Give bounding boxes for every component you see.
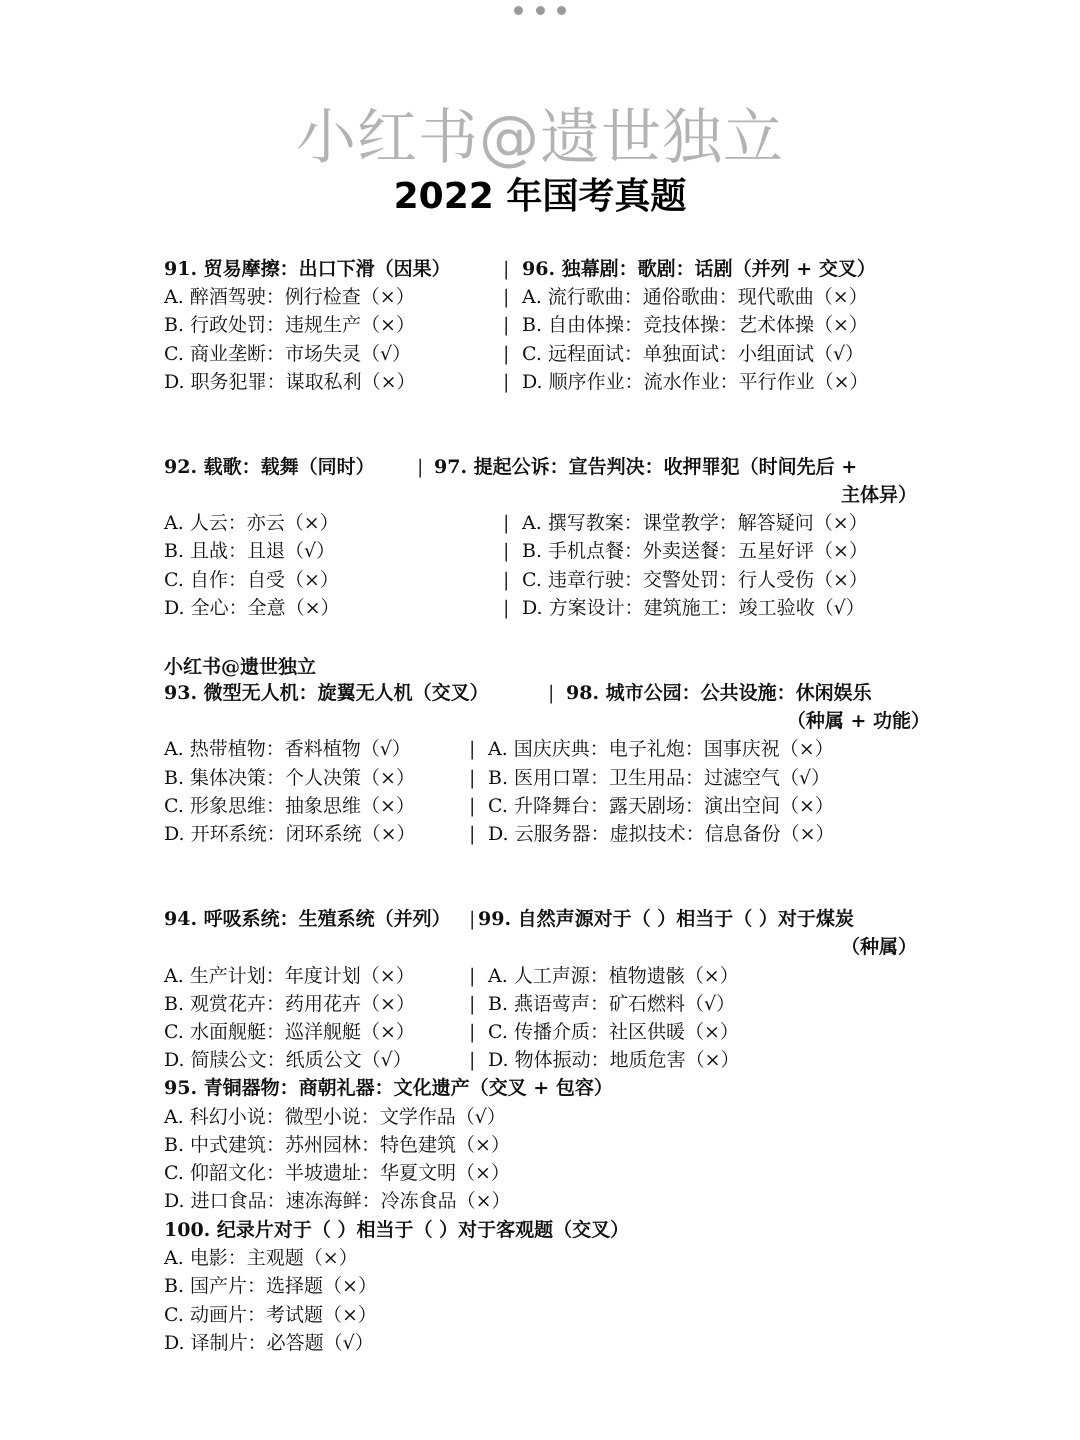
column-separator: | — [469, 1049, 476, 1071]
column-separator: | — [469, 767, 476, 789]
column-separator: | — [469, 823, 476, 845]
q93-option-b: B. 集体决策：个人决策（×） — [164, 767, 415, 789]
column-separator: | — [503, 512, 510, 534]
q95-option-c: C. 仰韶文化：半坡遗址：华夏文明（×） — [164, 1162, 510, 1184]
q91-option-d: D. 职务犯罪：谋取私利（×） — [164, 371, 416, 393]
dot — [557, 6, 566, 15]
column-separator: | — [417, 456, 424, 478]
column-separator: | — [469, 908, 476, 930]
more-menu-icon[interactable] — [514, 6, 566, 15]
q98-option-a: A. 国庆庆典：电子礼炮：国事庆祝（×） — [488, 738, 834, 760]
column-separator: | — [503, 371, 510, 393]
q91-option-a: A. 醉酒驾驶：例行检查（×） — [164, 286, 415, 308]
column-separator: | — [503, 314, 510, 336]
q97-option-b: B. 手机点餐：外卖送餐：五星好评（×） — [522, 540, 868, 562]
question-96-stem: 96. 独幕剧：歌剧：话剧（并列 + 交叉） — [522, 258, 876, 280]
q94-option-d: D. 简牍公文：纸质公文（√） — [164, 1049, 412, 1071]
q98-option-c: C. 升降舞台：露天剧场：演出空间（×） — [488, 795, 834, 817]
q96-option-a: A. 流行歌曲：通俗歌曲：现代歌曲（×） — [522, 286, 868, 308]
question-97-stem-line1: 97. 提起公诉：宣告判决：收押罪犯（时间先后 + — [434, 456, 858, 478]
q98-option-d: D. 云服务器：虚拟技术：信息备份（×） — [488, 823, 835, 845]
column-separator: | — [469, 993, 476, 1015]
q96-option-c: C. 远程面试：单独面试：小组面试（√） — [522, 343, 865, 365]
q93-option-c: C. 形象思维：抽象思维（×） — [164, 795, 415, 817]
q99-option-d: D. 物体振动：地质危害（×） — [488, 1049, 740, 1071]
column-separator: | — [548, 682, 555, 704]
q91-option-c: C. 商业垄断：市场失灵（√） — [164, 343, 412, 365]
q99-option-b: B. 燕语莺声：矿石燃料（√） — [488, 993, 736, 1015]
question-99-stem-line2: （种属） — [840, 936, 917, 958]
question-95-stem: 95. 青铜器物：商朝礼器：文化遗产（交叉 + 包容） — [164, 1077, 613, 1099]
column-separator: | — [503, 569, 510, 591]
column-separator: | — [469, 965, 476, 987]
question-91-stem: 91. 贸易摩擦：出口下滑（因果） — [164, 258, 451, 280]
q100-option-a: A. 电影：主观题（×） — [164, 1247, 358, 1269]
q92-option-d: D. 全心：全意（×） — [164, 597, 340, 619]
column-separator: | — [503, 343, 510, 365]
column-separator: | — [469, 738, 476, 760]
q97-option-a: A. 撰写教案：课堂教学：解答疑问（×） — [522, 512, 868, 534]
q95-option-d: D. 进口食品：速冻海鲜：冷冻食品（×） — [164, 1190, 511, 1212]
question-100-stem: 100. 纪录片对于（ ）相当于（ ）对于客观题（交叉） — [164, 1219, 630, 1241]
author-note: 小红书@遗世独立 — [164, 656, 317, 678]
dot — [536, 6, 545, 15]
watermark: 小红书@遗世独立 — [296, 103, 784, 173]
q96-option-d: D. 顺序作业：流水作业：平行作业（×） — [522, 371, 869, 393]
q91-option-b: B. 行政处罚：违规生产（×） — [164, 314, 415, 336]
q98-option-b: B. 医用口罩：卫生用品：过滤空气（√） — [488, 767, 831, 789]
dot — [514, 6, 523, 15]
q97-option-d: D. 方案设计：建筑施工：竣工验收（√） — [522, 597, 865, 619]
q95-option-b: B. 中式建筑：苏州园林：特色建筑（×） — [164, 1134, 510, 1156]
page-title: 2022 年国考真题 — [393, 176, 687, 217]
q97-option-c: C. 违章行驶：交警处罚：行人受伤（×） — [522, 569, 868, 591]
q99-option-c: C. 传播介质：社区供暖（×） — [488, 1021, 739, 1043]
q93-option-a: A. 热带植物：香料植物（√） — [164, 738, 411, 760]
q95-option-a: A. 科幻小说：微型小说：文学作品（√） — [164, 1106, 506, 1128]
question-93-stem: 93. 微型无人机：旋翼无人机（交叉） — [164, 682, 489, 704]
column-separator: | — [503, 258, 510, 280]
q94-option-c: C. 水面舰艇：巡洋舰艇（×） — [164, 1021, 415, 1043]
q92-option-c: C. 自作：自受（×） — [164, 569, 339, 591]
column-separator: | — [503, 286, 510, 308]
q92-option-b: B. 且战：且退（√） — [164, 540, 336, 562]
question-97-stem-line2: 主体异） — [840, 484, 917, 506]
q100-option-b: B. 国产片：选择题（×） — [164, 1275, 377, 1297]
q96-option-b: B. 自由体操：竞技体操：艺术体操（×） — [522, 314, 868, 336]
q93-option-d: D. 开环系统：闭环系统（×） — [164, 823, 416, 845]
column-separator: | — [503, 540, 510, 562]
q100-option-c: C. 动画片：考试题（×） — [164, 1304, 377, 1326]
column-separator: | — [469, 1021, 476, 1043]
column-separator: | — [469, 795, 476, 817]
q100-option-d: D. 译制片：必答题（√） — [164, 1332, 374, 1354]
q92-option-a: A. 人云：亦云（×） — [164, 512, 339, 534]
question-92-stem: 92. 载歌：载舞（同时） — [164, 456, 375, 478]
question-98-stem-line1: 98. 城市公园：公共设施：休闲娱乐 — [566, 682, 872, 704]
q94-option-a: A. 生产计划：年度计划（×） — [164, 965, 415, 987]
question-94-stem: 94. 呼吸系统：生殖系统（并列） — [164, 908, 451, 930]
q94-option-b: B. 观赏花卉：药用花卉（×） — [164, 993, 415, 1015]
q99-option-a: A. 人工声源：植物遗骸（×） — [488, 965, 739, 987]
column-separator: | — [503, 597, 510, 619]
question-99-stem-line1: 99. 自然声源对于（ ）相当于（ ）对于煤炭 — [478, 908, 854, 930]
question-98-stem-line2: （种属 + 功能） — [786, 710, 930, 732]
